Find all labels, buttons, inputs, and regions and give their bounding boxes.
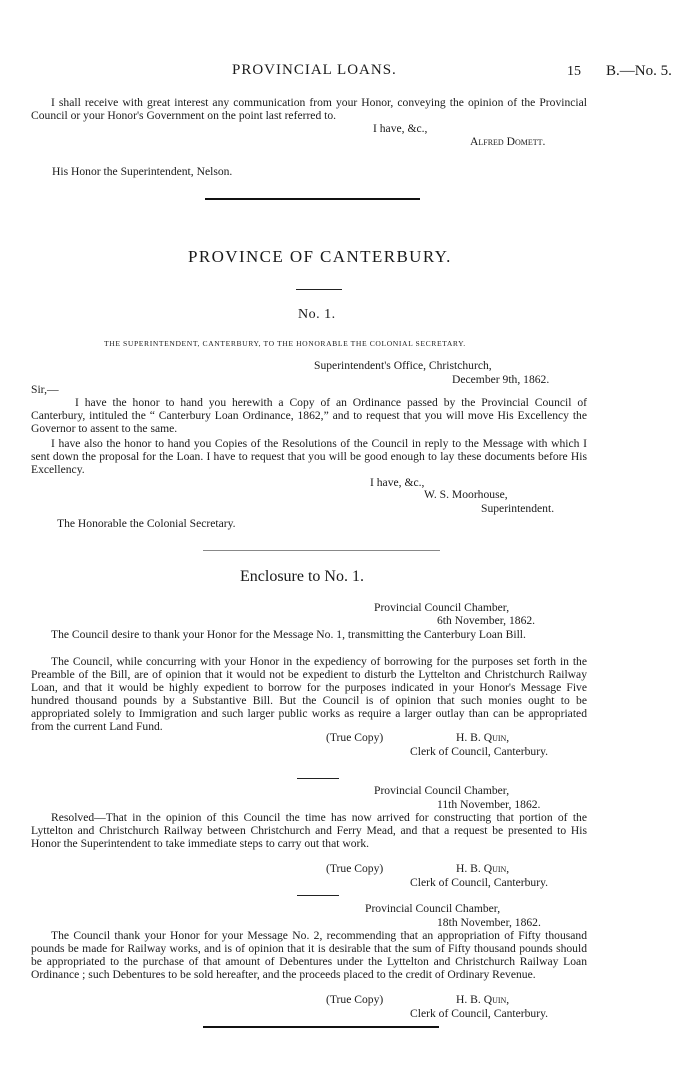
resolution-3-clerk-name: H. B. Quin, bbox=[456, 993, 510, 1006]
document-reference: B.—No. 5. bbox=[606, 63, 672, 79]
resolution-1-paragraph-1: The Council desire to thank your Honor for the Message No. 1, transmitting the Canterbury Loan Bill. bbox=[51, 628, 526, 641]
resolution-2-clerk-name: H. B. Quin, bbox=[456, 862, 510, 875]
resolution-3-clerk-title: Clerk of Council, Canterbury. bbox=[410, 1007, 549, 1020]
letter-date: December 9th, 1862. bbox=[452, 373, 550, 386]
resolution-3-true-copy: (True Copy) bbox=[326, 993, 384, 1006]
prev-letter-addressee: His Honor the Superintendent, Nelson. bbox=[52, 165, 233, 178]
letter-paragraph-1: I have the honor to hand you herewith a Copy of an Ordinance passed by the Provincial Council of Canterbury, intituled the “ Canterbury Loan Ordinance, 1862,” and to request that you will move His Excellency the Governor to assent to the same. bbox=[31, 396, 587, 435]
resolution-3-place: Provincial Council Chamber, bbox=[365, 902, 501, 915]
resolution-1-true-copy: (True Copy) bbox=[326, 731, 384, 744]
resolution-2-place: Provincial Council Chamber, bbox=[374, 784, 510, 797]
letter-closing: I have, &c., bbox=[370, 476, 425, 489]
letter-salutation: Sir,— bbox=[31, 383, 59, 396]
section-title: PROVINCE OF CANTERBURY. bbox=[188, 247, 452, 266]
resolution-divider-2 bbox=[297, 895, 339, 896]
resolution-3-paragraph-1: The Council thank your Honor for your Message No. 2, recommending that an appropriation of Fifty thousand pounds be made for Railway works, and is of opinion that it is desirable that the sum of Fifty thousand pounds should be appropriated to the purchase of that amount of Debentures under the Lyttelton and Christchurch Railway Loan Ordinance ; such Debentures to be sold hereafter, and the proceeds placed to the credit of Ordinary Revenue. bbox=[31, 929, 587, 981]
resolution-3-date: 18th November, 1862. bbox=[437, 916, 541, 929]
resolution-2-date: 11th November, 1862. bbox=[437, 798, 541, 811]
resolution-1-paragraph-2: The Council, while concurring with your Honor in the expediency of borrowing for the purposes set forth in the Preamble of the Bill, are of opinion that it would not be expedient to disturb the Lyttelton and Christchurch Railway Loan, and that it would be highly expedient to borrow for the purposes indicated in your Honor's Message Five hundred thousand pounds by a Substantive Bill. But the Council is of opinion that such monies ought to be appropriated solely to Immigration and such larger public works as require a larger outlay than can be appropriated from the current Land Fund. bbox=[31, 655, 587, 733]
page-number: 15 bbox=[567, 64, 581, 79]
letter-office: Superintendent's Office, Christchurch, bbox=[314, 359, 492, 372]
prev-letter-body: I shall receive with great interest any communication from your Honor, conveying the opinion of the Provincial Council or your Honor's Government on the point last referred to. bbox=[31, 96, 587, 122]
resolution-1-date: 6th November, 1862. bbox=[437, 614, 536, 627]
letter-signature-title: Superintendent. bbox=[481, 502, 555, 515]
resolution-divider-1 bbox=[297, 778, 339, 779]
section-divider bbox=[205, 198, 420, 200]
letter-addressee: The Honorable the Colonial Secretary. bbox=[57, 517, 236, 530]
resolution-1-place: Provincial Council Chamber, bbox=[374, 601, 510, 614]
letter-route: THE SUPERINTENDENT, CANTERBURY, TO THE HONORABLE THE COLONIAL SECRETARY. bbox=[104, 339, 466, 348]
enclosure-title: Enclosure to No. 1. bbox=[240, 568, 364, 585]
prev-letter-closing: I have, &c., bbox=[373, 122, 428, 135]
running-title: PROVINCIAL LOANS. bbox=[232, 62, 397, 78]
letter-paragraph-2: I have also the honor to hand you Copies of the Resolutions of the Council in reply to the Message with which I sent down the proposal for the Loan. I have to request that you will be good enough to lay these documents before His Excellency. bbox=[31, 437, 587, 476]
resolution-2-clerk-title: Clerk of Council, Canterbury. bbox=[410, 876, 549, 889]
letter-number: No. 1. bbox=[298, 307, 336, 322]
letter-signature: W. S. Moorhouse, bbox=[424, 488, 508, 501]
short-rule bbox=[296, 289, 342, 290]
resolution-1-clerk-title: Clerk of Council, Canterbury. bbox=[410, 745, 549, 758]
resolution-2-paragraph-1: Resolved—That in the opinion of this Council the time has now arrived for constructing that portion of the Lyttelton and Christchurch Railway between Christchurch and Ferry Mead, and that a request be presented to His Honor the Superintendent to take immediate steps to carry out that work. bbox=[31, 811, 587, 850]
resolution-1-clerk-name: H. B. Quin, bbox=[456, 731, 510, 744]
resolution-2-true-copy: (True Copy) bbox=[326, 862, 384, 875]
prev-letter-signature: Alfred Domett. bbox=[470, 135, 546, 148]
closing-divider bbox=[203, 1026, 439, 1028]
enclosure-divider bbox=[203, 550, 440, 551]
